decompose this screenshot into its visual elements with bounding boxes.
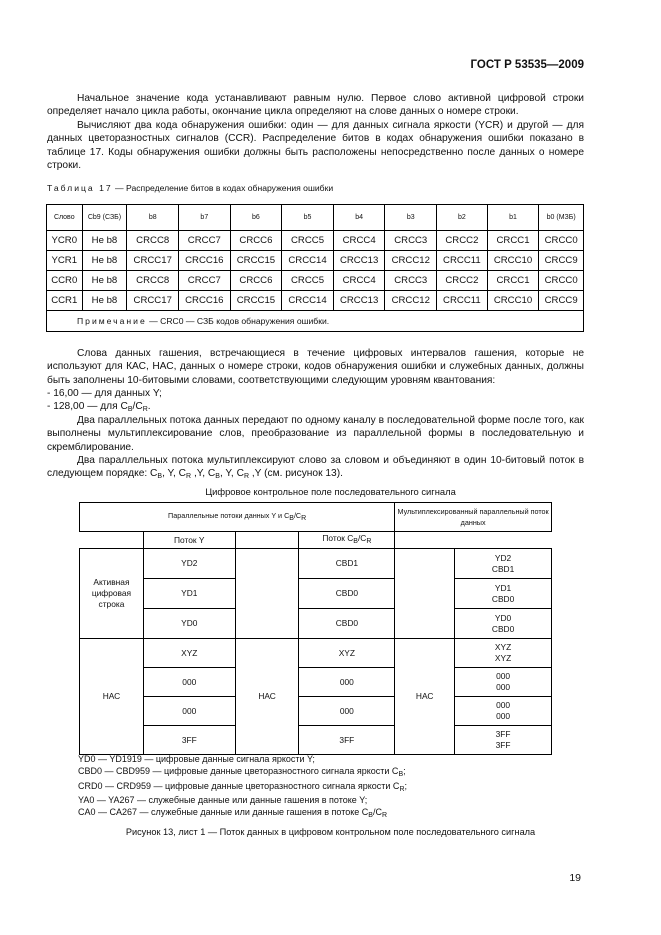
table-cell: CRCC1 <box>487 231 539 251</box>
diagram-row <box>80 579 552 609</box>
serial-signal-diagram <box>79 502 552 755</box>
note-text: — CRC0 — СЗБ кодов обнаружения ошибки. <box>146 316 330 326</box>
table-caption <box>47 183 333 193</box>
table-cell: CRCC3 <box>385 231 437 251</box>
multiplexed-stream-header: Мультиплексированный параллельный поток данных <box>395 503 552 532</box>
table-header-cell: b6 <box>230 205 282 231</box>
table-cell: CRCC14 <box>282 251 334 271</box>
table-cell: CCR0 <box>47 271 83 291</box>
table-cell: CRCC13 <box>333 251 385 271</box>
table-cell: CRCC10 <box>487 251 539 271</box>
paragraph-serial-transmission: Два параллельных потока данных передают по одному каналу в последовательной форме после того, как выполнены мультиплексирование слов, преобразование из параллельной формы в последовательную и скремблирование. <box>47 415 584 453</box>
legend-cbd: CBD0 — CBD959 — цифровые данные цветоразностного сигнала яркости $C_B$; <box>78 765 406 778</box>
document-header: ГОСТ Р 53535—2009 <box>470 59 584 71</box>
legend-ca: CA0 — CA267 — служебные данные или данные гашения в потоке $C_B/C_R$ <box>78 807 388 820</box>
diagram-row <box>80 697 552 726</box>
table-cell: CRCC12 <box>385 251 437 271</box>
table-cell: CRCC14 <box>282 291 334 311</box>
list-item-y-level: - 16,00 — для данных Y; <box>47 388 162 399</box>
table-cell: YCR0 <box>47 231 83 251</box>
table-header-cell: b8 <box>127 205 179 231</box>
table-cell: CRCC7 <box>179 231 231 251</box>
hac-label-mux: НАС <box>395 639 455 755</box>
y-stream-cell: YD1 <box>143 579 235 609</box>
mux-stream-cell: YD0 CBD0 <box>455 609 552 639</box>
table-cell: CRCC17 <box>127 291 179 311</box>
table-row <box>47 251 584 271</box>
table-row <box>47 271 584 291</box>
table-header-cell: b2 <box>437 205 488 231</box>
c-stream-cell: CBD0 <box>299 579 395 609</box>
table-header-cell: Слово <box>47 205 83 231</box>
table-header-cell: b3 <box>385 205 437 231</box>
table-cell: CRCC4 <box>333 231 385 251</box>
table-cell: Не b8 <box>82 251 127 271</box>
table-cell: CRCC9 <box>539 291 584 311</box>
table-row <box>47 291 584 311</box>
table-cell: CRCC16 <box>179 251 231 271</box>
figure-caption: Рисунок 13, лист 1 — Поток данных в цифровом контрольном поле последовательного сигнала <box>125 827 536 837</box>
diagram-row <box>80 549 552 579</box>
table-title: — Распределение битов в кодах обнаружения ошибки <box>112 183 334 193</box>
page-number: 19 <box>569 872 581 884</box>
table-cell: CRCC8 <box>127 231 179 251</box>
mux-stream-cell: YD1 CBD0 <box>455 579 552 609</box>
table-header-cell: b0 (МЗБ) <box>539 205 584 231</box>
column-header-y-stream: Поток Y <box>143 532 235 549</box>
table-header-cell: b5 <box>282 205 334 231</box>
table-cell: CRCC2 <box>437 231 488 251</box>
table-header-cell: Cb9 (СЗБ) <box>82 205 127 231</box>
legend-ya: YA0 — YA267 — служебные данные или данные гашения в потоке Y; <box>78 795 368 806</box>
table-row <box>47 231 584 251</box>
diagram-row <box>80 668 552 697</box>
diagram-row <box>80 726 552 755</box>
table-cell: CRCC11 <box>437 291 488 311</box>
table-cell: CRCC1 <box>487 271 539 291</box>
table-cell: CRCC5 <box>282 231 334 251</box>
table-cell: YCR1 <box>47 251 83 271</box>
c-stream-cell: XYZ <box>299 639 395 668</box>
c-stream-cell: CBD1 <box>299 549 395 579</box>
y-stream-cell: XYZ <box>143 639 235 668</box>
y-stream-cell: YD0 <box>143 609 235 639</box>
mux-stream-cell: 3FF 3FF <box>455 726 552 755</box>
list-item-c-level: - 128,00 — для $C_B/C_R$. <box>47 401 151 413</box>
table-cell: CRCC15 <box>230 251 282 271</box>
figure-legend <box>78 754 407 822</box>
table-cell: CRCC8 <box>127 271 179 291</box>
table-cell: CRCC16 <box>179 291 231 311</box>
table-cell: CRCC0 <box>539 231 584 251</box>
note-label: Примечание <box>77 316 147 326</box>
figure-title: Цифровое контрольное поле последовательного сигнала <box>205 486 456 497</box>
diagram-row <box>80 609 552 639</box>
paragraph-error-codes: Вычисляют два кода обнаружения ошибки: один — для данных сигнала яркости (YCR) и другой — для данных цветоразностных сигналов (CCR). Распределение битов в кодах обнаружения ошибки показано в таблице 17. Коды обнаружения ошибки должны быть расположены непосредственно после данных о номере строки. <box>47 120 584 172</box>
y-stream-cell: YD2 <box>143 549 235 579</box>
legend-crd: CRD0 — CRD959 — цифровые данные цветоразностного сигнала яркости $C_R$; <box>78 780 408 793</box>
table-cell: CRCC15 <box>230 291 282 311</box>
paragraph-initial-value: Начальное значение кода устанавливают равным нулю. Первое слово активной цифровой строки определяет начало цикла работы, окончание цикла определяют на слове данных о номере строки. <box>47 93 584 118</box>
table-cell: CRCC7 <box>179 271 231 291</box>
table-cell: CRCC13 <box>333 291 385 311</box>
c-stream-cell: CBD0 <box>299 609 395 639</box>
c-stream-cell: 000 <box>299 668 395 697</box>
table-cell: Не b8 <box>82 231 127 251</box>
table-cell: CRCC4 <box>333 271 385 291</box>
table-cell: Не b8 <box>82 271 127 291</box>
mux-stream-cell: XYZ XYZ <box>455 639 552 668</box>
table-cell: CRCC2 <box>437 271 488 291</box>
diagram-row <box>80 639 552 668</box>
active-line-label: Активная цифровая строка <box>80 549 144 639</box>
hac-label: НАС <box>80 639 144 755</box>
table-cell: CCR1 <box>47 291 83 311</box>
paragraph-multiplex-order: Два параллельных потока мультиплексируют слово за словом и объединяют в один 10-битовый поток в следующем порядке: $C_B$, Y, $C_R$ ,Y, $C_B$, Y, $C_R$ ,Y (см. рисунок 13). <box>47 455 584 481</box>
y-stream-cell: 000 <box>143 697 235 726</box>
table-cell: CRCC3 <box>385 271 437 291</box>
column-header-c-stream: Поток $C_B/C_R$ <box>299 532 395 549</box>
table-header-cell: b7 <box>179 205 231 231</box>
table-cell: Не b8 <box>82 291 127 311</box>
crc-bit-table <box>46 204 584 332</box>
table-cell: CRCC10 <box>487 291 539 311</box>
table-note <box>47 311 584 332</box>
table-header-cell: b4 <box>333 205 385 231</box>
table-cell: CRCC17 <box>127 251 179 271</box>
parallel-streams-header: Параллельные потоки данных Y и $C_B/C_R$ <box>80 503 395 532</box>
table-cell: CRCC5 <box>282 271 334 291</box>
table-cell: CRCC9 <box>539 251 584 271</box>
paragraph-blanking-words: Слова данных гашения, встречающиеся в течение цифровых интервалов гашения, которые не используют для КАС, НАС, данных о номере строки, кодов обнаружения ошибки и служебных данных, должны быть заполнены 10-битовыми словами, соответствующими следующим уровням квантования: <box>47 348 584 386</box>
c-stream-cell: 3FF <box>299 726 395 755</box>
y-stream-cell: 3FF <box>143 726 235 755</box>
hac-label-c: НАС <box>235 639 299 755</box>
mux-stream-cell: YD2 CBD1 <box>455 549 552 579</box>
mux-stream-cell: 000 000 <box>455 697 552 726</box>
c-stream-cell: 000 <box>299 697 395 726</box>
mux-stream-cell: 000 000 <box>455 668 552 697</box>
y-stream-cell: 000 <box>143 668 235 697</box>
table-header-cell: b1 <box>487 205 539 231</box>
table-cell: CRCC6 <box>230 271 282 291</box>
table-label: Таблица 17 <box>47 183 113 193</box>
table-cell: CRCC6 <box>230 231 282 251</box>
table-cell: CRCC0 <box>539 271 584 291</box>
table-cell: CRCC11 <box>437 251 488 271</box>
table-cell: CRCC12 <box>385 291 437 311</box>
legend-yd: YD0 — YD1919 — цифровые данные сигнала яркости Y; <box>78 754 315 764</box>
